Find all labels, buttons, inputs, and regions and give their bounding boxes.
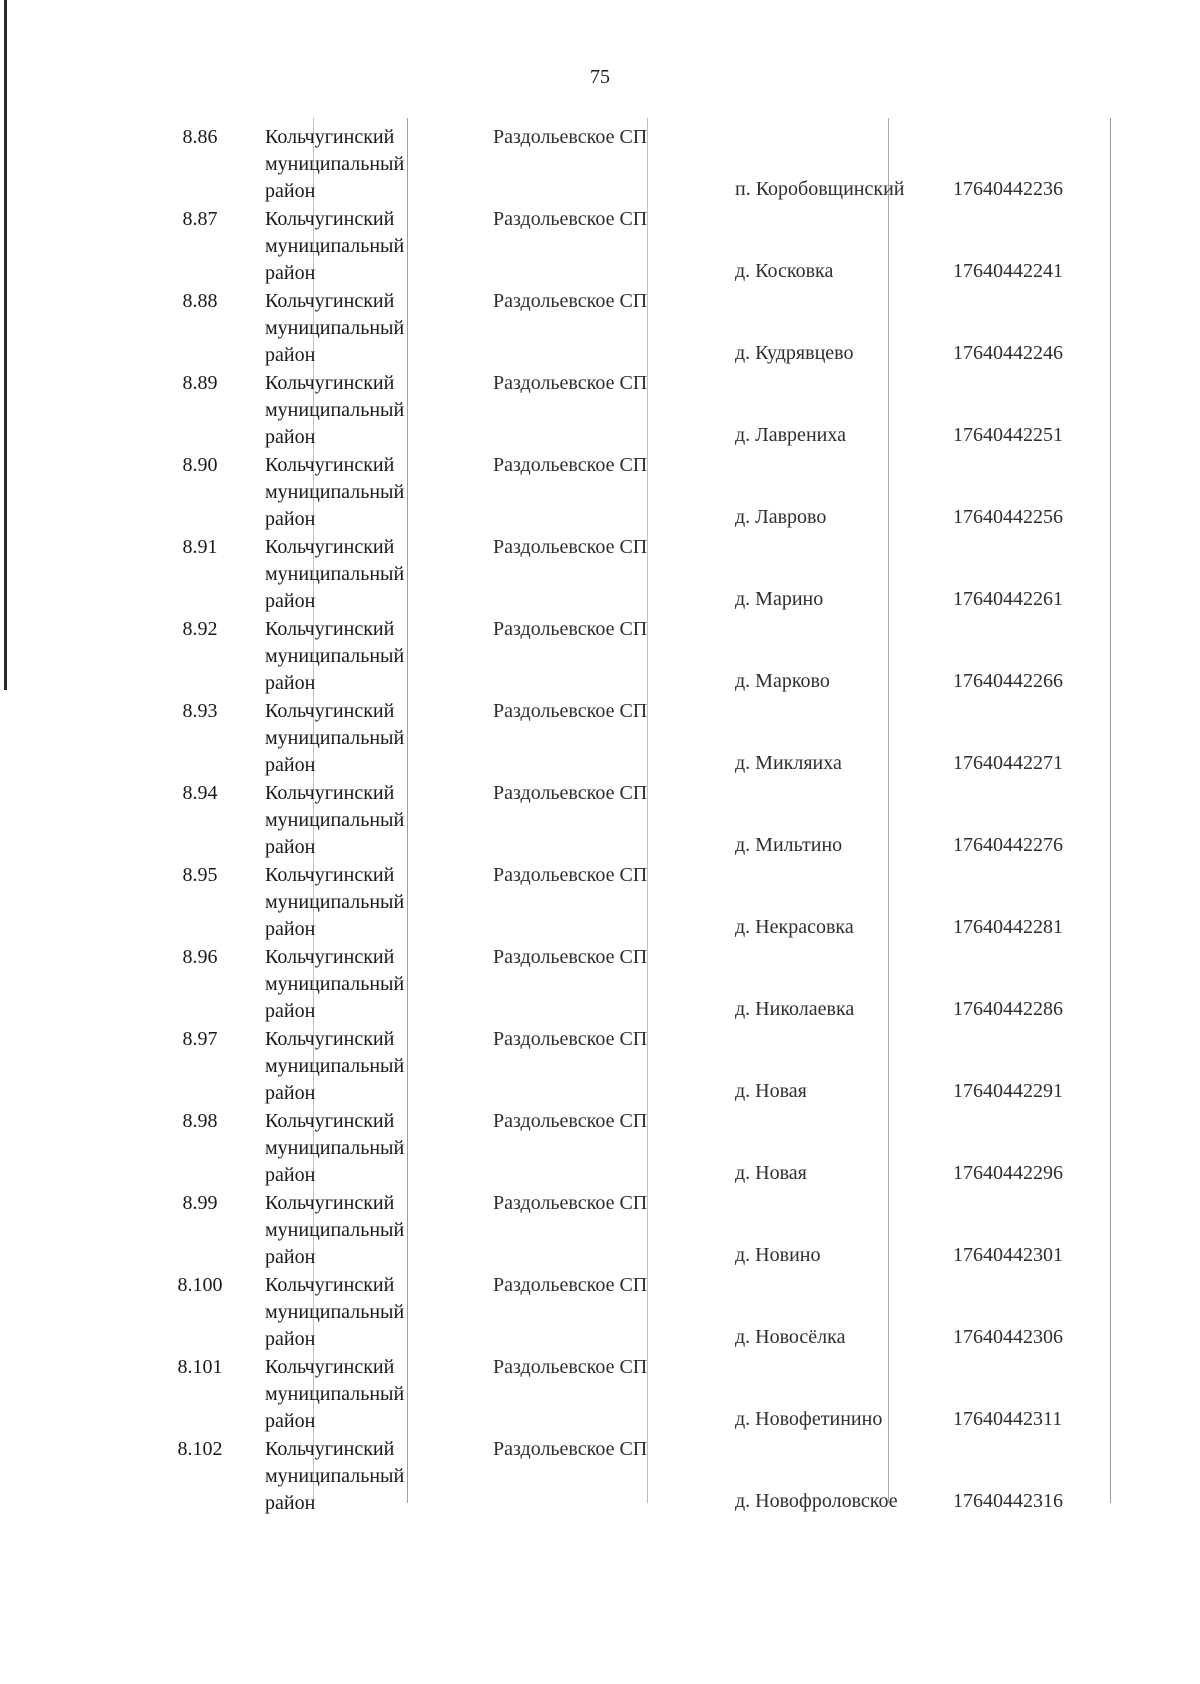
table-row (160, 774, 1120, 856)
row-number: 8.100 (177, 1274, 223, 1296)
settlement-cell: Раздольевское СП (493, 536, 648, 558)
oktmo-code-cell: 17640442301 (953, 1244, 1063, 1266)
locality-cell: д. Некрасовка (735, 916, 854, 938)
row-number: 8.98 (182, 1110, 218, 1132)
settlement-cell: Раздольевское СП (493, 290, 648, 312)
district-cell: Кольчугинский муниципальный район (265, 1356, 405, 1432)
district-cell: Кольчугинский муниципальный район (265, 1192, 405, 1268)
oktmo-code-cell: 17640442276 (953, 834, 1063, 856)
locality-cell: д. Кудрявцево (735, 342, 854, 364)
district-cell: Кольчугинский муниципальный район (265, 208, 405, 284)
table-row (160, 282, 1120, 364)
district-cell: Кольчугинский муниципальный район (265, 782, 405, 858)
district-cell: Кольчугинский муниципальный район (265, 864, 405, 940)
oktmo-code-cell: 17640442261 (953, 588, 1063, 610)
locality-cell: д. Новофроловское (735, 1490, 898, 1512)
locality-cell: д. Косковка (735, 260, 834, 282)
table-row (160, 1020, 1120, 1102)
district-cell: Кольчугинский муниципальный район (265, 700, 405, 776)
table-row (160, 446, 1120, 528)
locality-cell: д. Лаврениха (735, 424, 846, 446)
district-cell: Кольчугинский муниципальный район (265, 1110, 405, 1186)
row-number: 8.89 (182, 372, 218, 394)
row-number: 8.101 (177, 1356, 223, 1378)
district-cell: Кольчугинский муниципальный район (265, 1438, 405, 1514)
district-cell: Кольчугинский муниципальный район (265, 946, 405, 1022)
locality-cell: д. Новая (735, 1080, 807, 1102)
settlement-cell: Раздольевское СП (493, 1274, 648, 1296)
table-row (160, 1348, 1120, 1430)
row-number: 8.102 (177, 1438, 223, 1460)
table-row (160, 528, 1120, 610)
localities-table (160, 118, 1120, 1512)
settlement-cell: Раздольевское СП (493, 1192, 648, 1214)
locality-cell: д. Марино (735, 588, 824, 610)
table-row (160, 118, 1120, 200)
table-row (160, 1430, 1120, 1512)
table-row (160, 938, 1120, 1020)
district-cell: Кольчугинский муниципальный район (265, 1028, 405, 1104)
table-row (160, 1184, 1120, 1266)
settlement-cell: Раздольевское СП (493, 1028, 648, 1050)
district-cell: Кольчугинский муниципальный район (265, 1274, 405, 1350)
row-number: 8.88 (182, 290, 218, 312)
district-cell: Кольчугинский муниципальный район (265, 454, 405, 530)
row-number: 8.96 (182, 946, 218, 968)
table-row (160, 364, 1120, 446)
settlement-cell: Раздольевское СП (493, 864, 648, 886)
row-number: 8.94 (182, 782, 218, 804)
oktmo-code-cell: 17640442241 (953, 260, 1063, 282)
locality-cell: д. Новая (735, 1162, 807, 1184)
settlement-cell: Раздольевское СП (493, 946, 648, 968)
settlement-cell: Раздольевское СП (493, 1110, 648, 1132)
locality-cell: д. Лаврово (735, 506, 827, 528)
settlement-cell: Раздольевское СП (493, 782, 648, 804)
settlement-cell: Раздольевское СП (493, 700, 648, 722)
oktmo-code-cell: 17640442306 (953, 1326, 1063, 1348)
row-number: 8.92 (182, 618, 218, 640)
row-number: 8.93 (182, 700, 218, 722)
locality-cell: д. Мильтино (735, 834, 843, 856)
table-row (160, 1102, 1120, 1184)
row-number: 8.91 (182, 536, 218, 558)
locality-cell: д. Николаевка (735, 998, 855, 1020)
locality-cell: д. Новино (735, 1244, 821, 1266)
oktmo-code-cell: 17640442266 (953, 670, 1063, 692)
locality-cell: д. Микляиха (735, 752, 842, 774)
oktmo-code-cell: 17640442256 (953, 506, 1063, 528)
table-row (160, 692, 1120, 774)
row-number: 8.87 (182, 208, 218, 230)
settlement-cell: Раздольевское СП (493, 618, 648, 640)
district-cell: Кольчугинский муниципальный район (265, 536, 405, 612)
oktmo-code-cell: 17640442281 (953, 916, 1063, 938)
oktmo-code-cell: 17640442291 (953, 1080, 1063, 1102)
table-row (160, 200, 1120, 282)
row-number: 8.99 (182, 1192, 218, 1214)
settlement-cell: Раздольевское СП (493, 372, 648, 394)
page-number: 75 (590, 66, 610, 88)
settlement-cell: Раздольевское СП (493, 454, 648, 476)
oktmo-code-cell: 17640442236 (953, 178, 1063, 200)
scan-margin-line (4, 0, 7, 690)
settlement-cell: Раздольевское СП (493, 126, 648, 148)
locality-cell: д. Новофетинино (735, 1408, 883, 1430)
table-row (160, 610, 1120, 692)
settlement-cell: Раздольевское СП (493, 1438, 648, 1460)
oktmo-code-cell: 17640442286 (953, 998, 1063, 1020)
locality-cell: п. Коробовщинский (735, 178, 905, 200)
table-row (160, 856, 1120, 938)
oktmo-code-cell: 17640442246 (953, 342, 1063, 364)
locality-cell: д. Марково (735, 670, 830, 692)
row-number: 8.86 (182, 126, 218, 148)
oktmo-code-cell: 17640442296 (953, 1162, 1063, 1184)
row-number: 8.97 (182, 1028, 218, 1050)
table-row (160, 1266, 1120, 1348)
oktmo-code-cell: 17640442271 (953, 752, 1063, 774)
district-cell: Кольчугинский муниципальный район (265, 290, 405, 366)
oktmo-code-cell: 17640442311 (953, 1408, 1063, 1430)
settlement-cell: Раздольевское СП (493, 208, 648, 230)
oktmo-code-cell: 17640442316 (953, 1490, 1063, 1512)
settlement-cell: Раздольевское СП (493, 1356, 648, 1378)
row-number: 8.90 (182, 454, 218, 476)
district-cell: Кольчугинский муниципальный район (265, 126, 405, 202)
row-number: 8.95 (182, 864, 218, 886)
locality-cell: д. Новосёлка (735, 1326, 846, 1348)
oktmo-code-cell: 17640442251 (953, 424, 1063, 446)
district-cell: Кольчугинский муниципальный район (265, 372, 405, 448)
district-cell: Кольчугинский муниципальный район (265, 618, 405, 694)
